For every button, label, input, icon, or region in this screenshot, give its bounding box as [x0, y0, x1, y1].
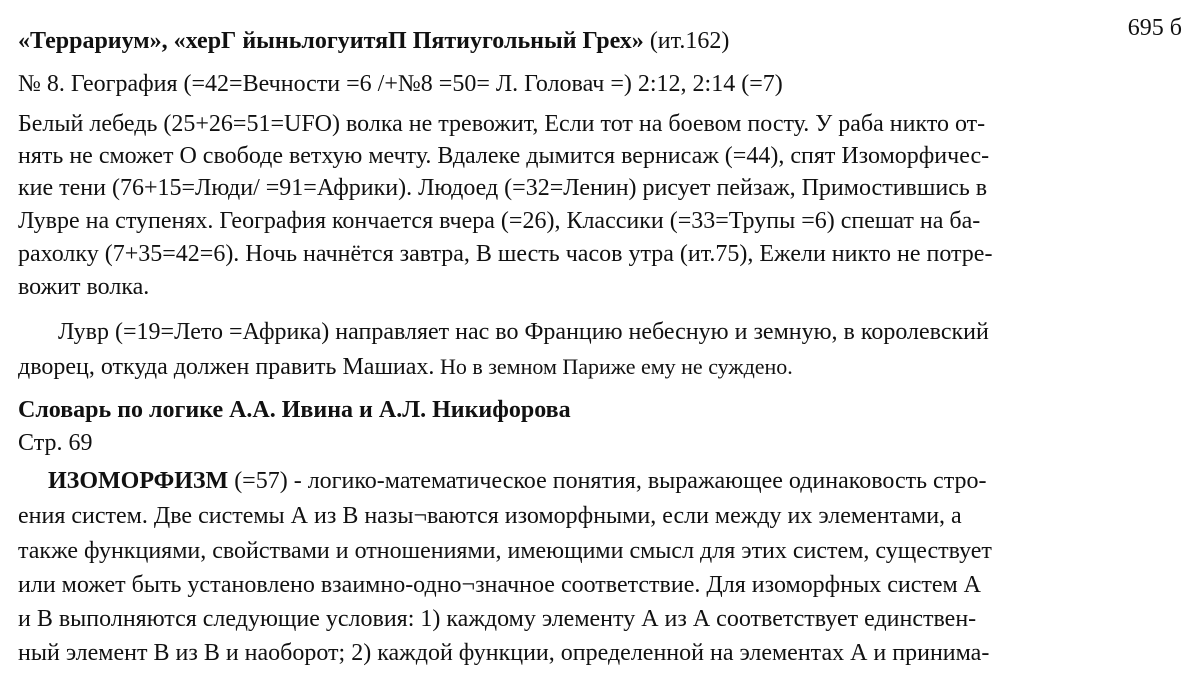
- definition-line: или может быть установлено взаимно-одно¬значное соответствие. Для изоморфных систем А: [18, 572, 981, 598]
- definition-first-line: [48, 465, 986, 497]
- definition-line: также функциями, свойствами и отношениями, имеющими смысл для этих систем, существует: [18, 538, 992, 564]
- page-number: 695 б: [1127, 15, 1182, 41]
- paragraph1-line: кие тени (76+15=Люди/ =91=Африки). Людоед (=32=Ленин) рисует пейзаж, Примостившись в: [18, 175, 988, 201]
- subheading: № 8. География (=42=Вечности =6 /+№8 =50= Л. Головач =) 2:12, 2:14 (=7): [18, 71, 783, 97]
- paragraph2-line: Лувр (=19=Лето =Африка) направляет нас во Францию небесную и земную, в королевский: [58, 319, 989, 345]
- dictionary-title: Словарь по логике А.А. Ивина и А.Л. Никифорова: [18, 397, 571, 423]
- paragraph1-line: нять не сможет О свободе ветхую мечту. Вдалеке дымится вернисаж (=44), спят Изоморфичес-: [18, 143, 990, 169]
- heading-title: «Террариум», «херГ йыньлогуитяП Пятиугольный Грех»: [18, 28, 644, 54]
- paragraph1-line: вожит волка.: [18, 274, 150, 300]
- page-reference: Стр. 69: [18, 430, 93, 456]
- definition-line: и В выполняются следующие условия: 1) каждому элементу А из А соответствует единствен-: [18, 606, 977, 632]
- paragraph1-line: Лувре на ступенях. География кончается вчера (=26), Классики (=33=Трупы =6) спешат на ба-: [18, 208, 981, 234]
- paragraph2-line: [18, 351, 793, 383]
- heading: [18, 25, 729, 57]
- heading-reference: (ит.162): [643, 28, 730, 54]
- definition-line: ения систем. Две системы А из В назы¬ваются изоморфными, если между их элементами, а: [18, 503, 962, 529]
- definition-term: ИЗОМОРФИЗМ: [48, 468, 229, 494]
- paragraph1-line: Белый лебедь (25+26=51=UFO) волка не тревожит, Если тот на боевом посту. У раба никто от-: [18, 111, 986, 137]
- paragraph1-line: рахолку (7+35=42=6). Ночь начнётся завтра, В шесть часов утра (ит.75), Ежели никто не потре-: [18, 241, 993, 267]
- definition-first-line-rest: (=57) - логико-математическое понятия, выражающее одинаковость стро-: [228, 468, 987, 494]
- paragraph2-small: Но в земном Париже ему не суждено.: [434, 354, 793, 379]
- definition-line: ный элемент В из В и наоборот; 2) каждой функции, определенной на элементах А и принима-: [18, 640, 990, 666]
- paragraph2-main: дворец, откуда должен править Машиах.: [18, 354, 435, 380]
